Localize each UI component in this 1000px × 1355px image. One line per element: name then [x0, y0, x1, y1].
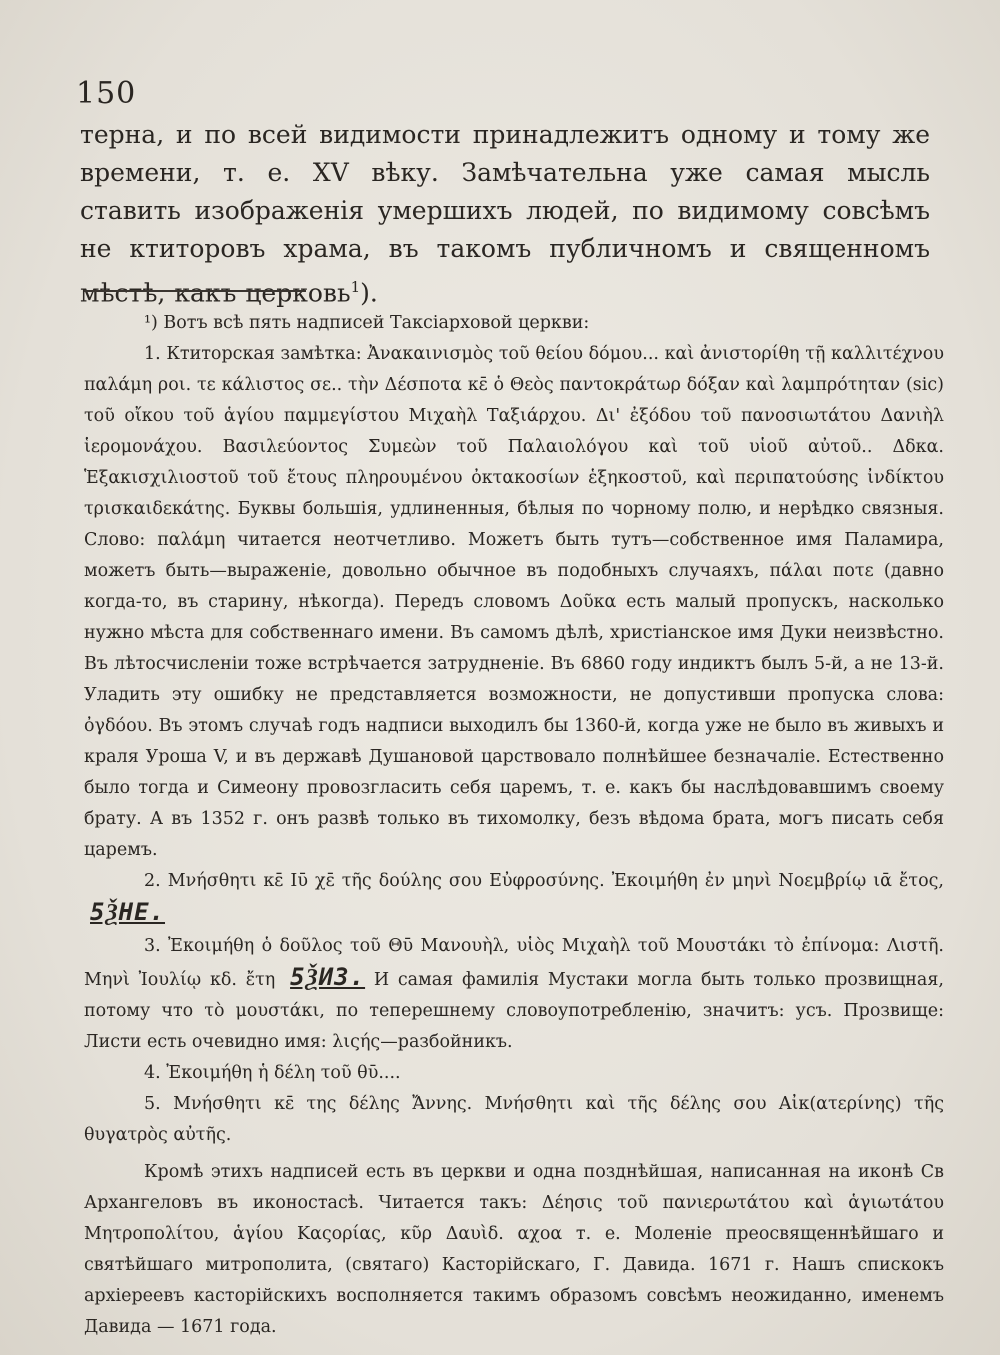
main-paragraph-text: терна, и по всей видимости принадлежитъ одному и тому же времени, т. е. XV вѣку. Замѣчательна уже самая мысль ставить изображенія умершихъ людей, по видимому совсѣмъ не ктиторовъ храма, въ такомъ публичномъ и священномъ мѣстѣ, какъ церковь — [80, 120, 930, 308]
footnote-closing-paragraph: Кромѣ этихъ надписей есть въ церкви и одна позднѣйшая, написанная на иконѣ Св Архангеловъ въ иконостасѣ. Читается такъ: Δέησις τοῦ πανιερωτάτου καὶ ἁγιωτάτου Μητροπολίτου, ἁγίου Καςορίας, κῦρ Δαυὶδ. αχοα т. е. Моленіе преосвященнѣйшаго и святѣйшаго митрополита, (святаго) Касторійскаго, Г. Давида. 1671 г. Нашъ спискокъ архіереевъ касторійскихъ восполняется такимъ образомъ совсѣмъ неожиданно, именемъ Давида — 1671 года. — [84, 1162, 944, 1337]
footnote-intro: ¹) Вотъ всѣ пять надписей Таксіарховой церкви: — [144, 313, 590, 333]
footnote-item-5: 5. Μνήσθητι κε̄ της δέλης Ἄννης. Μνήσθητι καὶ τῆς δέλης σου Αἰκ(ατερίνης) τῆς θυγατρὸς αὐτῆς. — [84, 1094, 944, 1145]
footnote-item-1: 1. Ктиторская замѣтка: Ἀνακαινισμὸς τοῦ θείου δόμου... καὶ ἀνιστορίθη τῇ καλλιτέχνου παλάμη ροι. τε κάλιστος σε.. τὴν Δέσποτα κε̄ ὁ Θεὸς παντοκράτωρ δόξαν καὶ λαμπρότηταν (sic) τοῦ οἴκου τοῦ ἁγίου παμμεγίστου Μιχαὴλ Ταξιάρχου. Δι' ἐξόδου τοῦ πανοσιωτάτου Δανιὴλ ἱερομονάχου. Βασιλεύοντος Συμεὼν τοῦ Παλαιολόγου καὶ τοῦ υἱοῦ αὐτοῦ.. Δδκα. Ἑξακισχιλιοστοῦ τοῦ ἔτους πληρουμένου ὀκτακοσίων ἑξηκοστοῦ, καὶ περιπατούσης ἰνδίκτου τρισκαιδεκάτης. Буквы большія, удлиненныя, бѣлыя по чорному полю, и нерѣдко связныя. Слово: παλάμη читается неотчетливо. Можетъ быть тутъ—собственное имя Паламира, можетъ быть—выраженіе, довольно обычное въ подобныхъ случаяхъ, πάλαι ποτε (давно когда-то, въ старину, нѣкогда). Передъ словомъ Δοῦκα есть малый пропускъ, насколько нужно мѣста для собственнаго имени. Въ самомъ дѣлѣ, христіанское имя Дуки неизвѣстно. Въ лѣтосчисленіи тоже встрѣчается затрудненіе. Въ 6860 году индиктъ былъ 5-й, а не 13-й. Уладить эту ошибку не представляется возможности, не допустивши пропуска слова: ὀγδόου. Въ этомъ случаѣ годъ надписи выходилъ бы 1360-й, когда уже не было въ живыхъ и краля Уроша V, и въ державѣ Душановой царствовало полнѣйшее безначаліе. Естественно было тогда и Симеону провозгласить себя царемъ, т. е. какъ бы наслѣдовавшимъ своему брату. А въ 1352 г. онъ развѣ только въ тихомолку, безъ вѣдома брата, могъ писать себя царемъ. — [84, 344, 944, 860]
handwritten-year-1: 5ѮНЕ. — [90, 898, 166, 926]
footnote-divider — [84, 290, 306, 292]
footnote-item-3-text: 3. Ἐκοιμήθη ὁ δοῦλος τοῦ Θῡ Μανουὴλ, υἱὸς Μιχαὴλ τοῦ Μουστάκι τὸ ἐπίνομα: Λιστῆ. Μηνὶ Ἰουλίῳ κδ. ἔτη — [84, 936, 944, 990]
page-number: 150 — [76, 76, 137, 111]
footnote-item-4: 4. Ἐκοιμήθη ἡ δέλη τοῦ θῡ.... — [144, 1063, 401, 1083]
main-paragraph — [80, 116, 930, 312]
footnote-item-2 — [84, 866, 944, 931]
footnotes — [84, 308, 944, 1343]
footnote-item-2-text: 2. Μνήσθητι κε̄ Ιῡ χε̄ τῆς δούλης σου Εὐφροσύνης. Ἐκοιμήθη ἐν μηνὶ Νοεμβρίῳ ιᾱ ἔτος, — [144, 871, 944, 891]
footnote-item-3 — [84, 931, 944, 1058]
handwritten-year-2: 5ѮИЗ. — [290, 963, 366, 991]
footnote-item-3-continuation: И самая фамилія Мустаки могла быть только прозвищная, потому что τὸ μουστάκι, по теперешнему словоупотребленію, значитъ: усъ. Прозвище: Листи есть очевидно имя: λιςής—разбойникъ. — [84, 970, 944, 1052]
footnote-marker: 1 — [350, 278, 361, 296]
main-paragraph-end: ). — [360, 278, 378, 308]
